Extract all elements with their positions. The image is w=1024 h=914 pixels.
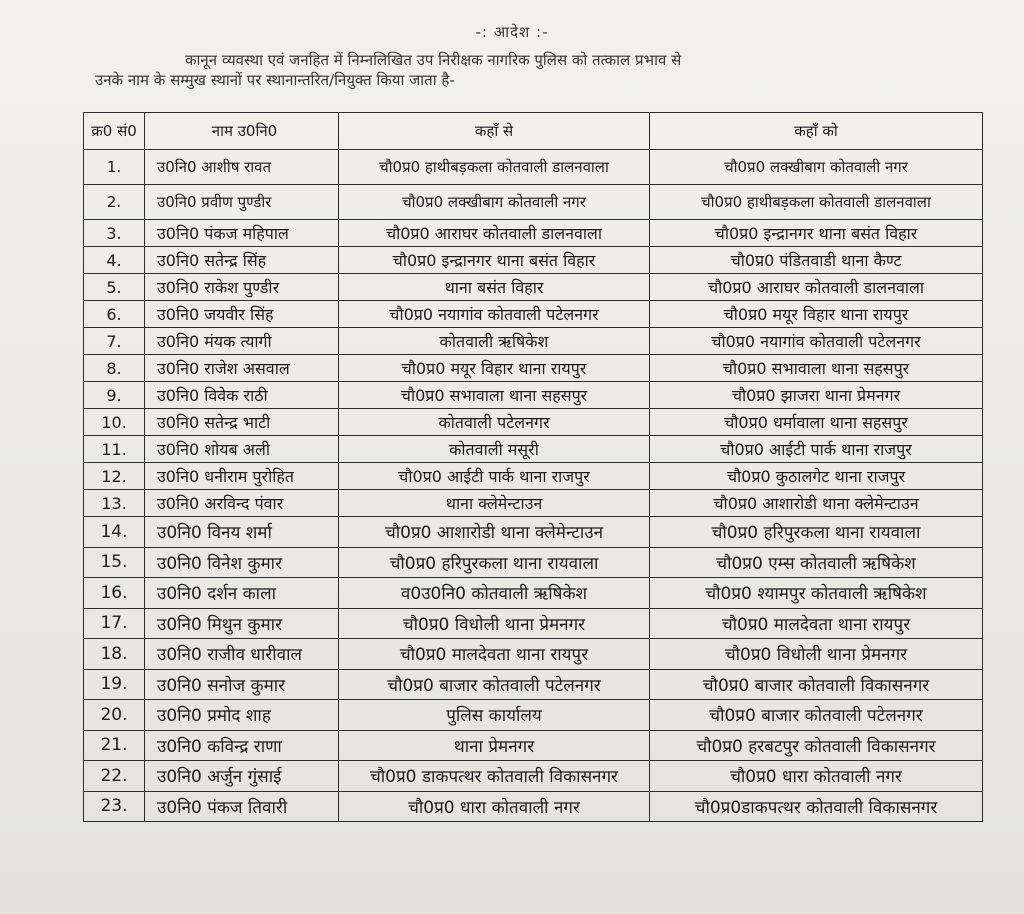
cell-name: उ0नि0 प्रवीण पुण्डीर [145, 185, 339, 220]
table-body [84, 150, 983, 822]
cell-sn: 18. [84, 639, 145, 670]
cell-from: चौ0प्र0 आराघर कोतवाली डालनवाला [339, 220, 650, 247]
cell-to: चौ0प्र0 झाजरा थाना प्रेमनगर [650, 382, 983, 409]
cell-name: उ0नि0 मिथुन कुमार [145, 608, 339, 639]
cell-from: चौ0प्र0 मालदेवता थाना रायपुर [339, 639, 650, 670]
cell-name: उ0नि0 विवेक राठी [145, 382, 339, 409]
cell-sn: 21. [84, 730, 145, 761]
table-header-row [84, 113, 983, 150]
cell-sn: 3. [84, 220, 145, 247]
cell-name: उ0नि0 राकेश पुण्डीर [145, 274, 339, 301]
cell-name: उ0नि0 दर्शन काला [145, 578, 339, 609]
cell-from: चौ0प्र0 डाकपत्थर कोतवाली विकासनगर [339, 761, 650, 792]
cell-sn: 6. [84, 301, 145, 328]
table-row [84, 791, 983, 822]
table-row [84, 436, 983, 463]
table-row [84, 382, 983, 409]
cell-from: चौ0प्र0 आशारोडी थाना क्लेमेन्टाउन [339, 517, 650, 548]
cell-from: थाना बसंत विहार [339, 274, 650, 301]
table-row [84, 355, 983, 382]
cell-name: उ0नि0 कविन्द्र राणा [145, 730, 339, 761]
cell-to: चौ0प्र0 पंडितवाडी थाना कैण्ट [650, 247, 983, 274]
cell-from: चौ0प्र0 आईटी पार्क थाना राजपुर [339, 463, 650, 490]
cell-name: उ0नि0 सतेन्द्र भाटी [145, 409, 339, 436]
cell-from: चौ0प्र0 हाथीबड़कला कोतवाली डालनवाला [339, 150, 650, 185]
document-title: -: आदेश :- [475, 23, 549, 41]
table-row [84, 730, 983, 761]
cell-sn: 12. [84, 463, 145, 490]
table-row [84, 150, 983, 185]
cell-name: उ0नि0 जयवीर सिंह [145, 301, 339, 328]
cell-from: चौ0प्र0 नयागांव कोतवाली पटेलनगर [339, 301, 650, 328]
table-row [84, 463, 983, 490]
cell-sn: 11. [84, 436, 145, 463]
cell-sn: 13. [84, 490, 145, 517]
cell-sn: 1. [84, 150, 145, 185]
cell-from: थाना प्रेमनगर [339, 730, 650, 761]
cell-sn: 7. [84, 328, 145, 355]
cell-from: कोतवाली मसूरी [339, 436, 650, 463]
table-row [84, 547, 983, 578]
table-row [84, 274, 983, 301]
table-row [84, 639, 983, 670]
cell-to: चौ0प्र0 बाजार कोतवाली पटेलनगर [650, 700, 983, 731]
cell-from: चौ0प्र0 इन्द्रानगर थाना बसंत विहार [339, 247, 650, 274]
cell-sn: 2. [84, 185, 145, 220]
cell-sn: 15. [84, 547, 145, 578]
cell-from: चौ0प्र0 विधोली थाना प्रेमनगर [339, 608, 650, 639]
cell-from: चौ0प्र0 हरिपुरकला थाना रायवाला [339, 547, 650, 578]
cell-to: चौ0प्र0 हाथीबड़कला कोतवाली डालनवाला [650, 185, 983, 220]
table-row [84, 220, 983, 247]
table-row [84, 301, 983, 328]
table-row [84, 669, 983, 700]
table-row [84, 409, 983, 436]
cell-name: उ0नि0 सनोज कुमार [145, 669, 339, 700]
cell-sn: 8. [84, 355, 145, 382]
cell-name: उ0नि0 मंयक त्यागी [145, 328, 339, 355]
cell-to: चौ0प्र0 सभावाला थाना सहसपुर [650, 355, 983, 382]
cell-from: चौ0प्र0 बाजार कोतवाली पटेलनगर [339, 669, 650, 700]
cell-name: उ0नि0 पंकज महिपाल [145, 220, 339, 247]
cell-name: उ0नि0 आशीष रावत [145, 150, 339, 185]
table-row [84, 328, 983, 355]
cell-to: चौ0प्र0 हरिपुरकला थाना रायवाला [650, 517, 983, 548]
cell-sn: 20. [84, 700, 145, 731]
cell-name: उ0नि0 विनय शर्मा [145, 517, 339, 548]
cell-to: चौ0प्र0 नयागांव कोतवाली पटेलनगर [650, 328, 983, 355]
cell-name: उ0नि0 राजेश असवाल [145, 355, 339, 382]
cell-name: उ0नि0 धनीराम पुरोहित [145, 463, 339, 490]
cell-name: उ0नि0 पंकज तिवारी [145, 791, 339, 822]
cell-to: चौ0प्र0 बाजार कोतवाली विकासनगर [650, 669, 983, 700]
cell-name: उ0नि0 प्रमोद शाह [145, 700, 339, 731]
header-from: कहाँ से [339, 113, 650, 150]
cell-from: कोतवाली पटेलनगर [339, 409, 650, 436]
cell-to: चौ0प्र0 इन्द्रानगर थाना बसंत विहार [650, 220, 983, 247]
cell-sn: 5. [84, 274, 145, 301]
cell-sn: 10. [84, 409, 145, 436]
intro-paragraph [95, 50, 975, 90]
cell-from: चौ0प्र0 धारा कोतवाली नगर [339, 791, 650, 822]
cell-sn: 16. [84, 578, 145, 609]
cell-sn: 19. [84, 669, 145, 700]
header-name: नाम उ0नि0 [145, 113, 339, 150]
cell-sn: 22. [84, 761, 145, 792]
table-row [84, 247, 983, 274]
header-to: कहाँ को [650, 113, 983, 150]
cell-name: उ0नि0 शोयब अली [145, 436, 339, 463]
cell-sn: 23. [84, 791, 145, 822]
table-row [84, 761, 983, 792]
cell-to: चौ0प्र0 आईटी पार्क थाना राजपुर [650, 436, 983, 463]
cell-name: उ0नि0 अर्जुन गुंसाई [145, 761, 339, 792]
table-row [84, 608, 983, 639]
cell-sn: 17. [84, 608, 145, 639]
cell-to: चौ0प्र0 मयूर विहार थाना रायपुर [650, 301, 983, 328]
cell-sn: 4. [84, 247, 145, 274]
transfer-table [83, 112, 983, 822]
cell-to: चौ0प्र0डाकपत्थर कोतवाली विकासनगर [650, 791, 983, 822]
cell-to: चौ0प्र0 श्यामपुर कोतवाली ऋषिकेश [650, 578, 983, 609]
table-row [84, 517, 983, 548]
table-row [84, 490, 983, 517]
cell-to: चौ0प्र0 लक्खीबाग कोतवाली नगर [650, 150, 983, 185]
cell-to: चौ0प्र0 धारा कोतवाली नगर [650, 761, 983, 792]
cell-from: कोतवाली ऋषिकेश [339, 328, 650, 355]
cell-to: चौ0प्र0 धर्मावाला थाना सहसपुर [650, 409, 983, 436]
cell-from: पुलिस कार्यालय [339, 700, 650, 731]
cell-to: चौ0प्र0 आशारोडी थाना क्लेमेन्टाउन [650, 490, 983, 517]
cell-to: चौ0प्र0 कुठालगेट थाना राजपुर [650, 463, 983, 490]
cell-from: व0उ0नि0 कोतवाली ऋषिकेश [339, 578, 650, 609]
cell-name: उ0नि0 विनेश कुमार [145, 547, 339, 578]
cell-name: उ0नि0 अरविन्द पंवार [145, 490, 339, 517]
cell-sn: 14. [84, 517, 145, 548]
intro-line-1: कानून व्यवस्था एवं जनहित में निम्नलिखित उप निरीक्षक नागरिक पुलिस को तत्काल प्रभाव से [185, 51, 682, 69]
cell-to: चौ0प्र0 एम्स कोतवाली ऋषिकेश [650, 547, 983, 578]
header-sn: क्र0 सं0 [84, 113, 145, 150]
cell-to: चौ0प्र0 मालदेवता थाना रायपुर [650, 608, 983, 639]
table-row [84, 700, 983, 731]
cell-from: चौ0प्र0 सभावाला थाना सहसपुर [339, 382, 650, 409]
cell-from: थाना क्लेमेन्टाउन [339, 490, 650, 517]
cell-name: उ0नि0 राजीव धारीवाल [145, 639, 339, 670]
cell-sn: 9. [84, 382, 145, 409]
cell-to: चौ0प्र0 हरबटपुर कोतवाली विकासनगर [650, 730, 983, 761]
table-row [84, 185, 983, 220]
cell-to: चौ0प्र0 आराघर कोतवाली डालनवाला [650, 274, 983, 301]
cell-to: चौ0प्र0 विधोली थाना प्रेमनगर [650, 639, 983, 670]
cell-from: चौ0प्र0 मयूर विहार थाना रायपुर [339, 355, 650, 382]
table-row [84, 578, 983, 609]
intro-line-2: उनके नाम के सम्मुख स्थानों पर स्थानान्तरित/नियुक्त किया जाता है- [95, 71, 455, 89]
cell-from: चौ0प्र0 लक्खीबाग कोतवाली नगर [339, 185, 650, 220]
cell-name: उ0नि0 सतेन्द्र सिंह [145, 247, 339, 274]
